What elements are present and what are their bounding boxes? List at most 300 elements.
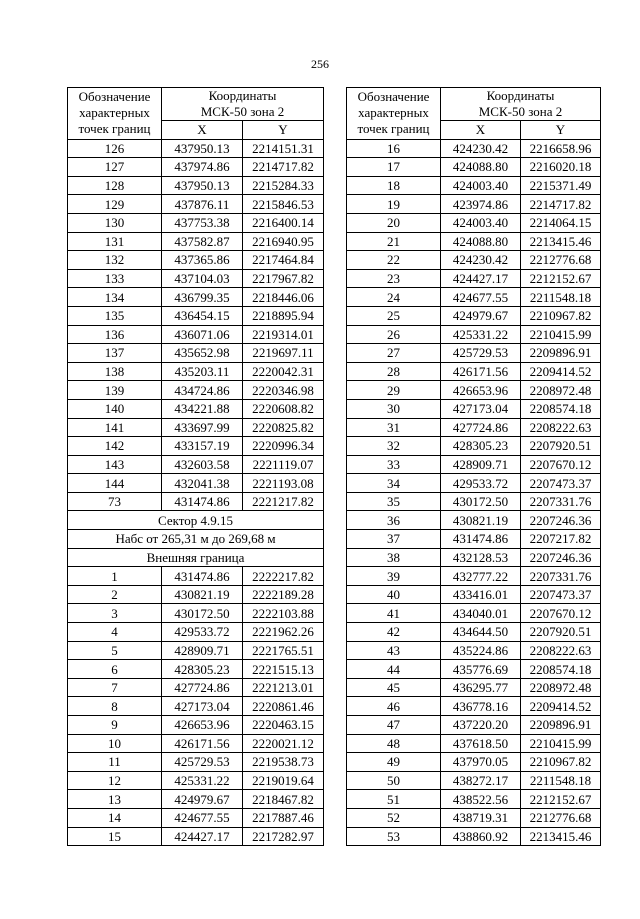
x-coordinate-cell: 433697.99 <box>162 418 243 437</box>
x-coordinate-cell: 427173.04 <box>162 697 243 716</box>
table-row <box>347 623 601 642</box>
y-coordinate-cell: 2213415.46 <box>521 232 601 251</box>
y-coordinate-cell: 2215371.49 <box>521 176 601 195</box>
table-row <box>347 678 601 697</box>
y-coordinate-cell: 2208574.18 <box>521 660 601 679</box>
y-coordinate-cell: 2219538.73 <box>243 753 324 772</box>
x-coordinate-cell: 425331.22 <box>441 325 521 344</box>
designation-header: Обозначение характерных точек границ <box>347 88 441 140</box>
y-coordinate-cell: 2210967.82 <box>521 753 601 772</box>
y-coordinate-cell: 2210415.99 <box>521 734 601 753</box>
table-row <box>68 697 324 716</box>
point-number-cell: 18 <box>347 176 441 195</box>
point-number-cell: 50 <box>347 771 441 790</box>
x-coordinate-cell: 437220.20 <box>441 716 521 735</box>
point-number-cell: 7 <box>68 678 162 697</box>
y-coordinate-cell: 2220825.82 <box>243 418 324 437</box>
table-row <box>68 753 324 772</box>
table-row <box>68 734 324 753</box>
x-coordinate-cell: 438860.92 <box>441 827 521 846</box>
point-number-cell: 45 <box>347 678 441 697</box>
x-coordinate-cell: 431474.86 <box>162 567 243 586</box>
table-row <box>347 158 601 177</box>
y-coordinate-cell: 2219019.64 <box>243 771 324 790</box>
point-number-cell: 17 <box>347 158 441 177</box>
y-coordinate-cell: 2210415.99 <box>521 325 601 344</box>
table-row <box>68 418 324 437</box>
y-coordinate-cell: 2211548.18 <box>521 288 601 307</box>
y-coordinate-cell: 2210967.82 <box>521 306 601 325</box>
point-number-cell: 139 <box>68 381 162 400</box>
point-number-cell: 2 <box>68 585 162 604</box>
table-row <box>347 251 601 270</box>
x-coordinate-cell: 429533.72 <box>441 474 521 493</box>
point-number-cell: 138 <box>68 362 162 381</box>
x-coordinate-cell: 438522.56 <box>441 790 521 809</box>
point-number-cell: 130 <box>68 213 162 232</box>
point-number-cell: 135 <box>68 306 162 325</box>
coordinates-header: Координаты МСК-50 зона 2 <box>441 88 601 121</box>
point-number-cell: 133 <box>68 269 162 288</box>
point-number-cell: 24 <box>347 288 441 307</box>
x-coordinate-cell: 436454.15 <box>162 306 243 325</box>
y-coordinate-cell: 2214064.15 <box>521 213 601 232</box>
x-coordinate-cell: 437618.50 <box>441 734 521 753</box>
y-coordinate-cell: 2216940.95 <box>243 232 324 251</box>
y-coordinate-cell: 2207217.82 <box>521 530 601 549</box>
table-row <box>68 437 324 456</box>
y-coordinate-cell: 2209414.52 <box>521 697 601 716</box>
x-coordinate-cell: 436295.77 <box>441 678 521 697</box>
x-coordinate-cell: 425729.53 <box>162 753 243 772</box>
x-coordinate-cell: 437104.03 <box>162 269 243 288</box>
table-row <box>347 734 601 753</box>
table-row <box>347 808 601 827</box>
x-coordinate-cell: 436799.35 <box>162 288 243 307</box>
point-number-cell: 23 <box>347 269 441 288</box>
point-number-cell: 129 <box>68 195 162 214</box>
x-coordinate-cell: 427724.86 <box>441 418 521 437</box>
x-coordinate-cell: 429533.72 <box>162 623 243 642</box>
point-number-cell: 25 <box>347 306 441 325</box>
table-row <box>68 790 324 809</box>
point-number-cell: 8 <box>68 697 162 716</box>
point-number-cell: 52 <box>347 808 441 827</box>
table-row <box>68 306 324 325</box>
x-coordinate-cell: 430821.19 <box>441 511 521 530</box>
table-row <box>347 176 601 195</box>
point-number-cell: 142 <box>68 437 162 456</box>
point-number-cell: 3 <box>68 604 162 623</box>
table-row <box>68 641 324 660</box>
y-coordinate-cell: 2217887.46 <box>243 808 324 827</box>
table-row <box>68 251 324 270</box>
table-row <box>68 660 324 679</box>
point-number-cell: 32 <box>347 437 441 456</box>
table-row <box>68 158 324 177</box>
table-row <box>347 325 601 344</box>
y-coordinate-cell: 2208222.63 <box>521 641 601 660</box>
y-coordinate-cell: 2221119.07 <box>243 455 324 474</box>
x-coordinate-cell: 437950.13 <box>162 139 243 158</box>
point-number-cell: 21 <box>347 232 441 251</box>
point-number-cell: 137 <box>68 344 162 363</box>
y-coordinate-cell: 2208972.48 <box>521 678 601 697</box>
x-coordinate-cell: 424088.80 <box>441 232 521 251</box>
x-coordinate-cell: 434040.01 <box>441 604 521 623</box>
x-coordinate-cell: 424003.40 <box>441 176 521 195</box>
point-number-cell: 144 <box>68 474 162 493</box>
y-coordinate-cell: 2222103.88 <box>243 604 324 623</box>
point-number-cell: 51 <box>347 790 441 809</box>
table-row <box>68 213 324 232</box>
table-row <box>347 771 601 790</box>
table-row <box>68 325 324 344</box>
point-number-cell: 44 <box>347 660 441 679</box>
y-coordinate-cell: 2220861.46 <box>243 697 324 716</box>
point-number-cell: 143 <box>68 455 162 474</box>
x-coordinate-cell: 437753.38 <box>162 213 243 232</box>
y-coordinate-cell: 2221217.82 <box>243 492 324 511</box>
x-coordinate-cell: 438272.17 <box>441 771 521 790</box>
table-row <box>347 511 601 530</box>
sector-title: Сектор 4.9.15 <box>68 511 324 530</box>
y-coordinate-cell: 2207473.37 <box>521 585 601 604</box>
x-coordinate-cell: 437582.87 <box>162 232 243 251</box>
table-row <box>347 474 601 493</box>
x-coordinate-cell: 424979.67 <box>441 306 521 325</box>
y-coordinate-cell: 2212152.67 <box>521 269 601 288</box>
point-number-cell: 128 <box>68 176 162 195</box>
table-row <box>68 269 324 288</box>
x-coordinate-cell: 437974.86 <box>162 158 243 177</box>
point-number-cell: 48 <box>347 734 441 753</box>
point-number-cell: 16 <box>347 139 441 158</box>
table-row <box>347 455 601 474</box>
table-row <box>347 306 601 325</box>
x-coordinate-cell: 430172.50 <box>162 604 243 623</box>
table-row <box>68 585 324 604</box>
x-coordinate-cell: 428909.71 <box>441 455 521 474</box>
x-coordinate-cell: 424088.80 <box>441 158 521 177</box>
y-coordinate-cell: 2211548.18 <box>521 771 601 790</box>
point-number-cell: 140 <box>68 399 162 418</box>
point-number-cell: 19 <box>347 195 441 214</box>
y-coordinate-cell: 2207331.76 <box>521 492 601 511</box>
point-number-cell: 15 <box>68 827 162 846</box>
point-number-cell: 28 <box>347 362 441 381</box>
point-number-cell: 37 <box>347 530 441 549</box>
point-number-cell: 27 <box>347 344 441 363</box>
y-column-header: Y <box>521 121 601 140</box>
coordinates-table-right <box>346 87 601 846</box>
y-coordinate-cell: 2220463.15 <box>243 716 324 735</box>
y-coordinate-cell: 2207920.51 <box>521 437 601 456</box>
table-row <box>68 678 324 697</box>
point-number-cell: 132 <box>68 251 162 270</box>
point-number-cell: 134 <box>68 288 162 307</box>
point-number-cell: 46 <box>347 697 441 716</box>
point-number-cell: 126 <box>68 139 162 158</box>
y-coordinate-cell: 2220996.34 <box>243 437 324 456</box>
y-coordinate-cell: 2220346.98 <box>243 381 324 400</box>
table-row <box>68 827 324 846</box>
y-column-header: Y <box>243 121 324 140</box>
x-coordinate-cell: 438719.31 <box>441 808 521 827</box>
point-number-cell: 30 <box>347 399 441 418</box>
x-coordinate-cell: 432777.22 <box>441 567 521 586</box>
y-coordinate-cell: 2219697.11 <box>243 344 324 363</box>
point-number-cell: 40 <box>347 585 441 604</box>
coordinates-header: Координаты МСК-50 зона 2 <box>162 88 324 121</box>
y-coordinate-cell: 2212776.68 <box>521 808 601 827</box>
x-coordinate-cell: 428305.23 <box>441 437 521 456</box>
table-row <box>68 716 324 735</box>
table-row <box>68 771 324 790</box>
x-coordinate-cell: 427173.04 <box>441 399 521 418</box>
table-row <box>347 139 601 158</box>
y-coordinate-cell: 2208574.18 <box>521 399 601 418</box>
x-coordinate-cell: 424427.17 <box>441 269 521 288</box>
point-number-cell: 13 <box>68 790 162 809</box>
table-row <box>347 548 601 567</box>
point-number-cell: 5 <box>68 641 162 660</box>
x-coordinate-cell: 424677.55 <box>162 808 243 827</box>
table-row <box>347 232 601 251</box>
x-coordinate-cell: 428909.71 <box>162 641 243 660</box>
table-row <box>347 753 601 772</box>
table-row <box>347 716 601 735</box>
x-coordinate-cell: 432603.58 <box>162 455 243 474</box>
x-coordinate-cell: 433416.01 <box>441 585 521 604</box>
x-coordinate-cell: 432128.53 <box>441 548 521 567</box>
table-row <box>68 139 324 158</box>
table-row <box>347 697 601 716</box>
y-coordinate-cell: 2222217.82 <box>243 567 324 586</box>
y-coordinate-cell: 2212152.67 <box>521 790 601 809</box>
x-coordinate-cell: 431474.86 <box>162 492 243 511</box>
x-coordinate-cell: 425331.22 <box>162 771 243 790</box>
point-number-cell: 43 <box>347 641 441 660</box>
point-number-cell: 10 <box>68 734 162 753</box>
table-row <box>347 604 601 623</box>
point-number-cell: 12 <box>68 771 162 790</box>
point-number-cell: 39 <box>347 567 441 586</box>
sector-height-range: Набс от 265,31 м до 269,68 м <box>68 530 324 549</box>
point-number-cell: 141 <box>68 418 162 437</box>
y-coordinate-cell: 2216400.14 <box>243 213 324 232</box>
table-row <box>68 195 324 214</box>
table-row <box>68 604 324 623</box>
table-row <box>68 474 324 493</box>
y-coordinate-cell: 2215284.33 <box>243 176 324 195</box>
point-number-cell: 9 <box>68 716 162 735</box>
x-coordinate-cell: 437876.11 <box>162 195 243 214</box>
x-coordinate-cell: 427724.86 <box>162 678 243 697</box>
x-coordinate-cell: 424230.42 <box>441 251 521 270</box>
y-coordinate-cell: 2208222.63 <box>521 418 601 437</box>
table-row <box>347 492 601 511</box>
y-coordinate-cell: 2209414.52 <box>521 362 601 381</box>
table-row <box>68 344 324 363</box>
y-coordinate-cell: 2221213.01 <box>243 678 324 697</box>
y-coordinate-cell: 2220042.31 <box>243 362 324 381</box>
y-coordinate-cell: 2213415.46 <box>521 827 601 846</box>
x-column-header: X <box>162 121 243 140</box>
table-row <box>68 381 324 400</box>
table-row <box>347 288 601 307</box>
table-row <box>68 492 324 511</box>
x-coordinate-cell: 426171.56 <box>441 362 521 381</box>
table-row <box>68 623 324 642</box>
x-coordinate-cell: 423974.86 <box>441 195 521 214</box>
table-row <box>347 567 601 586</box>
y-coordinate-cell: 2216658.96 <box>521 139 601 158</box>
x-coordinate-cell: 435203.11 <box>162 362 243 381</box>
outer-boundary-label: Внешняя граница <box>68 548 324 567</box>
table-row <box>68 567 324 586</box>
x-coordinate-cell: 436071.06 <box>162 325 243 344</box>
x-coordinate-cell: 433157.19 <box>162 437 243 456</box>
table-row <box>347 399 601 418</box>
x-coordinate-cell: 436778.16 <box>441 697 521 716</box>
table-row <box>68 288 324 307</box>
x-coordinate-cell: 424230.42 <box>441 139 521 158</box>
y-coordinate-cell: 2207670.12 <box>521 604 601 623</box>
y-coordinate-cell: 2218446.06 <box>243 288 324 307</box>
point-number-cell: 131 <box>68 232 162 251</box>
x-coordinate-cell: 428305.23 <box>162 660 243 679</box>
table-row <box>68 808 324 827</box>
table-row <box>347 530 601 549</box>
table-row <box>68 362 324 381</box>
x-coordinate-cell: 426653.96 <box>162 716 243 735</box>
table-row <box>347 660 601 679</box>
point-number-cell: 11 <box>68 753 162 772</box>
point-number-cell: 36 <box>347 511 441 530</box>
point-number-cell: 42 <box>347 623 441 642</box>
x-coordinate-cell: 424677.55 <box>441 288 521 307</box>
point-number-cell: 35 <box>347 492 441 511</box>
y-coordinate-cell: 2212776.68 <box>521 251 601 270</box>
point-number-cell: 47 <box>347 716 441 735</box>
x-coordinate-cell: 437970.05 <box>441 753 521 772</box>
point-number-cell: 29 <box>347 381 441 400</box>
y-coordinate-cell: 2207920.51 <box>521 623 601 642</box>
x-column-header: X <box>441 121 521 140</box>
y-coordinate-cell: 2215846.53 <box>243 195 324 214</box>
x-coordinate-cell: 431474.86 <box>441 530 521 549</box>
point-number-cell: 31 <box>347 418 441 437</box>
y-coordinate-cell: 2221765.51 <box>243 641 324 660</box>
y-coordinate-cell: 2207246.36 <box>521 511 601 530</box>
table-row <box>347 195 601 214</box>
y-coordinate-cell: 2207331.76 <box>521 567 601 586</box>
x-coordinate-cell: 430821.19 <box>162 585 243 604</box>
y-coordinate-cell: 2217282.97 <box>243 827 324 846</box>
table-row <box>347 641 601 660</box>
x-coordinate-cell: 434221.88 <box>162 399 243 418</box>
table-row <box>68 399 324 418</box>
point-number-cell: 26 <box>347 325 441 344</box>
point-number-cell: 20 <box>347 213 441 232</box>
y-coordinate-cell: 2220608.82 <box>243 399 324 418</box>
y-coordinate-cell: 2208972.48 <box>521 381 601 400</box>
designation-header: Обозначение характерных точек границ <box>68 88 162 140</box>
y-coordinate-cell: 2214717.82 <box>521 195 601 214</box>
x-coordinate-cell: 426653.96 <box>441 381 521 400</box>
point-number-cell: 33 <box>347 455 441 474</box>
point-number-cell: 6 <box>68 660 162 679</box>
table-row <box>347 418 601 437</box>
x-coordinate-cell: 435652.98 <box>162 344 243 363</box>
point-number-cell: 38 <box>347 548 441 567</box>
x-coordinate-cell: 437365.86 <box>162 251 243 270</box>
y-coordinate-cell: 2209896.91 <box>521 716 601 735</box>
table-row <box>68 232 324 251</box>
x-coordinate-cell: 424003.40 <box>441 213 521 232</box>
x-coordinate-cell: 425729.53 <box>441 344 521 363</box>
point-number-cell: 73 <box>68 492 162 511</box>
x-coordinate-cell: 424979.67 <box>162 790 243 809</box>
table-row <box>68 455 324 474</box>
x-coordinate-cell: 434724.86 <box>162 381 243 400</box>
point-number-cell: 1 <box>68 567 162 586</box>
table-row <box>347 362 601 381</box>
table-row <box>347 437 601 456</box>
y-coordinate-cell: 2221962.26 <box>243 623 324 642</box>
y-coordinate-cell: 2218895.94 <box>243 306 324 325</box>
table-row <box>68 176 324 195</box>
x-coordinate-cell: 426171.56 <box>162 734 243 753</box>
y-coordinate-cell: 2221193.08 <box>243 474 324 493</box>
point-number-cell: 53 <box>347 827 441 846</box>
x-coordinate-cell: 432041.38 <box>162 474 243 493</box>
x-coordinate-cell: 424427.17 <box>162 827 243 846</box>
x-coordinate-cell: 435224.86 <box>441 641 521 660</box>
point-number-cell: 41 <box>347 604 441 623</box>
table-row <box>347 790 601 809</box>
y-coordinate-cell: 2207473.37 <box>521 474 601 493</box>
y-coordinate-cell: 2218467.82 <box>243 790 324 809</box>
coordinates-table-left <box>67 87 324 846</box>
y-coordinate-cell: 2220021.12 <box>243 734 324 753</box>
y-coordinate-cell: 2217967.82 <box>243 269 324 288</box>
point-number-cell: 127 <box>68 158 162 177</box>
point-number-cell: 22 <box>347 251 441 270</box>
y-coordinate-cell: 2214151.31 <box>243 139 324 158</box>
table-row <box>347 344 601 363</box>
y-coordinate-cell: 2207670.12 <box>521 455 601 474</box>
y-coordinate-cell: 2207246.36 <box>521 548 601 567</box>
y-coordinate-cell: 2217464.84 <box>243 251 324 270</box>
point-number-cell: 34 <box>347 474 441 493</box>
y-coordinate-cell: 2221515.13 <box>243 660 324 679</box>
table-row <box>347 827 601 846</box>
page-number: 256 <box>311 57 329 71</box>
table-row <box>347 213 601 232</box>
table-row <box>347 381 601 400</box>
point-number-cell: 49 <box>347 753 441 772</box>
x-coordinate-cell: 437950.13 <box>162 176 243 195</box>
x-coordinate-cell: 434644.50 <box>441 623 521 642</box>
table-row <box>347 269 601 288</box>
table-row <box>347 585 601 604</box>
y-coordinate-cell: 2216020.18 <box>521 158 601 177</box>
y-coordinate-cell: 2219314.01 <box>243 325 324 344</box>
x-coordinate-cell: 435776.69 <box>441 660 521 679</box>
y-coordinate-cell: 2214717.82 <box>243 158 324 177</box>
